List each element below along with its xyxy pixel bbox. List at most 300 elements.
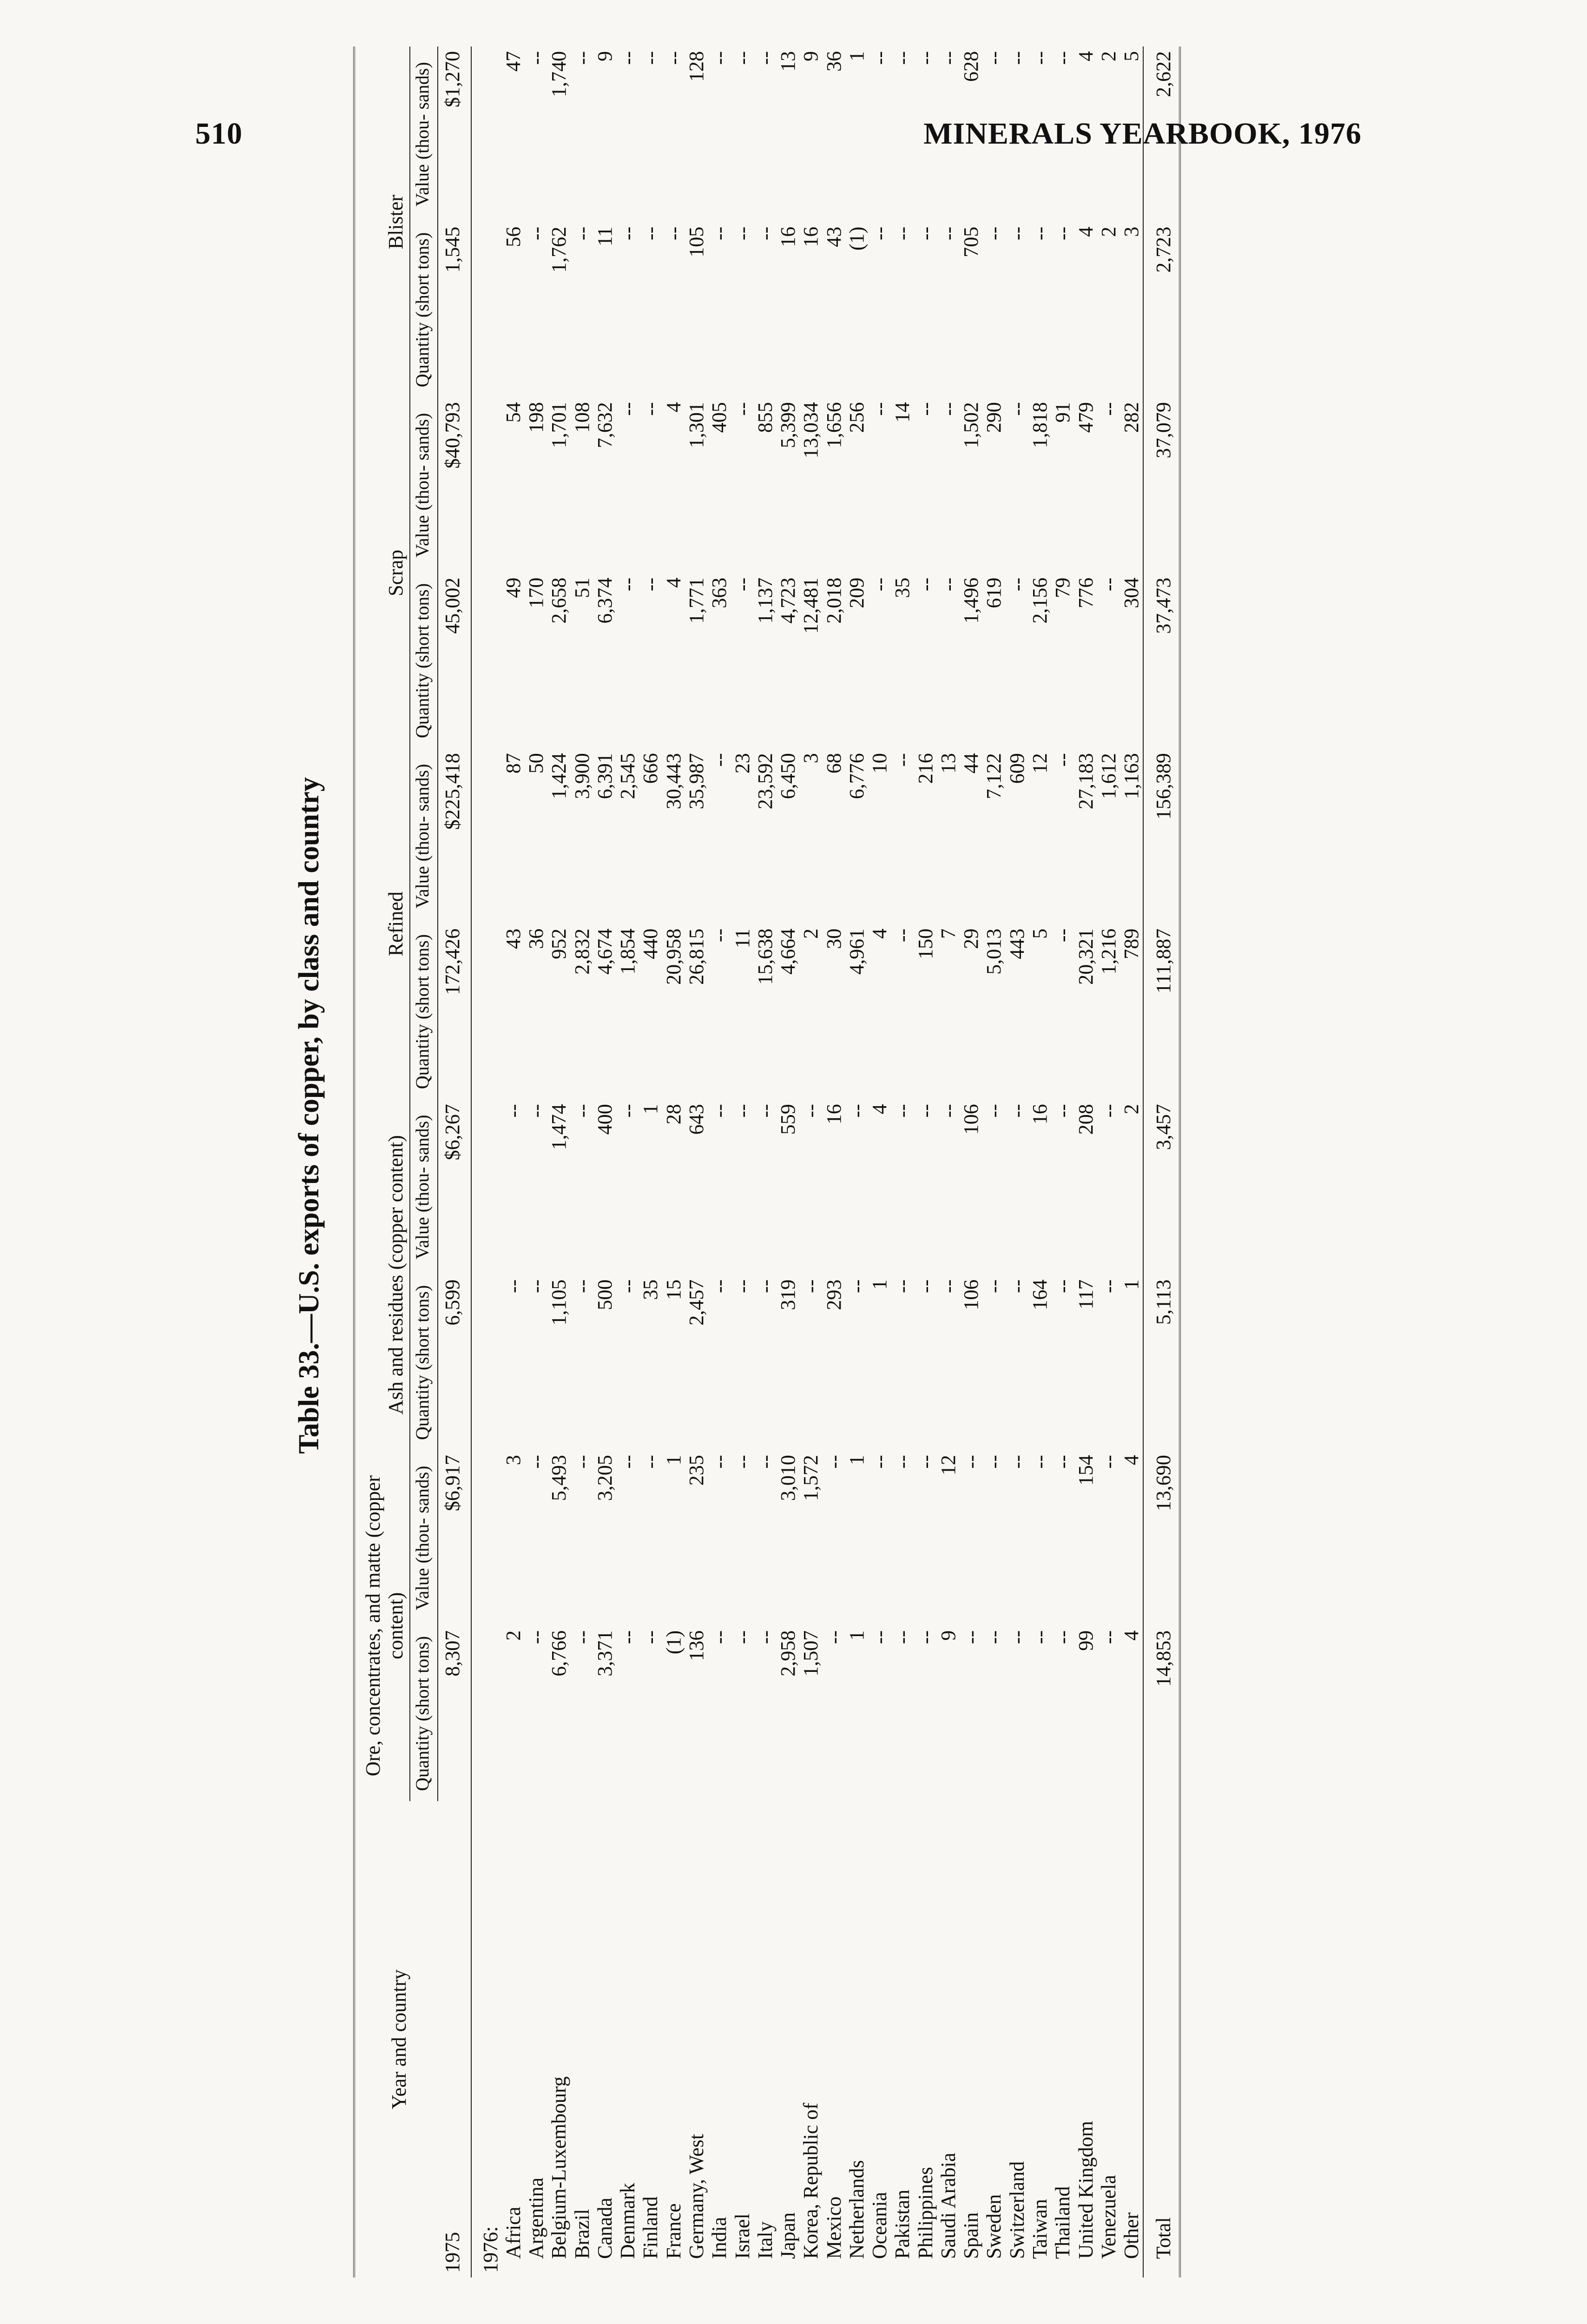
table-cell: -- xyxy=(639,577,662,591)
table-cell: 2,622 xyxy=(1143,46,1179,222)
table-cell: 2 xyxy=(1097,226,1120,237)
table-cell: 170 xyxy=(525,577,548,608)
table-cell: 1,301 xyxy=(685,402,708,449)
table-cell: 14 xyxy=(891,402,914,423)
table-row xyxy=(571,46,593,2278)
row-label: Israel xyxy=(731,2213,754,2259)
table-cell: -- xyxy=(982,1279,1006,1294)
table-cell: 4,664 xyxy=(777,928,800,975)
table-cell: 1,740 xyxy=(547,51,571,97)
table-cell: 16 xyxy=(777,226,800,247)
table-cell: -- xyxy=(639,51,662,65)
row-label: Venezuela xyxy=(1097,2175,1120,2259)
table-cell: -- xyxy=(1051,753,1074,767)
table-cell: 643 xyxy=(685,1104,708,1135)
table-cell: 1,701 xyxy=(547,402,571,449)
table-cell: -- xyxy=(936,1279,960,1294)
table-cell: 4 xyxy=(662,402,685,413)
table-cell: 30 xyxy=(822,928,845,949)
row-label: Denmark xyxy=(616,2183,639,2259)
table-cell: 5 xyxy=(1120,51,1143,61)
table-cell: -- xyxy=(936,226,960,240)
table-cell: 29 xyxy=(960,928,983,949)
table-cell: 705 xyxy=(960,226,983,257)
table-row xyxy=(1051,46,1074,2278)
row-label: 1975 xyxy=(438,1801,471,2278)
table-cell: 1,474 xyxy=(547,1104,571,1150)
table-cell: -- xyxy=(1005,1104,1028,1118)
table-cell: -- xyxy=(914,1104,937,1118)
table-cell: -- xyxy=(570,1104,593,1118)
table-cell: -- xyxy=(731,51,754,65)
table-cell: 952 xyxy=(547,928,571,959)
table-cell: 6,776 xyxy=(845,753,868,799)
table-cell: -- xyxy=(936,51,960,65)
running-head: MINERALS YEARBOOK, 1976 xyxy=(923,117,1362,151)
table-cell: -- xyxy=(708,1104,731,1118)
table-cell: 44 xyxy=(960,753,983,774)
row-label: Saudi Arabia xyxy=(936,2152,960,2259)
table-cell: 105 xyxy=(685,226,708,257)
table-cell xyxy=(471,1626,502,1802)
table-cell: -- xyxy=(982,1630,1006,1644)
table-cell: -- xyxy=(1097,1279,1120,1294)
row-label: Finland xyxy=(639,2196,662,2259)
table-cell: 37,079 xyxy=(1143,397,1179,573)
table-cell: 150 xyxy=(914,928,937,959)
table-cell: -- xyxy=(731,1104,754,1118)
row-label: Other xyxy=(1120,2212,1143,2259)
table-cell: -- xyxy=(753,1455,777,1469)
table-row-1975 xyxy=(438,46,471,2278)
table-cell: -- xyxy=(753,226,777,240)
table-cell: 1,105 xyxy=(547,1279,571,1326)
table-cell: 2 xyxy=(501,1630,525,1641)
table-cell: -- xyxy=(1097,577,1120,591)
table-row xyxy=(502,46,525,2278)
table-cell: 36 xyxy=(822,51,845,72)
table-cell: 2 xyxy=(799,928,823,939)
table-cell: -- xyxy=(570,226,593,240)
col-header-quantity: Quantity (short tons) xyxy=(410,1275,438,1451)
table-cell: -- xyxy=(570,1455,593,1469)
group-header-scrap: Scrap xyxy=(354,397,410,748)
table-row xyxy=(845,46,868,2278)
table-cell: 1 xyxy=(1120,1279,1143,1290)
table-cell: -- xyxy=(525,226,548,240)
table-cell: -- xyxy=(1028,1630,1051,1644)
table-cell: -- xyxy=(845,1104,868,1118)
table-cell: -- xyxy=(799,1104,823,1118)
table-cell: 6,766 xyxy=(547,1630,571,1677)
table-cell: -- xyxy=(753,1630,777,1644)
table-cell: -- xyxy=(708,51,731,65)
table-cell: 13 xyxy=(936,753,960,774)
table-cell: -- xyxy=(1051,1279,1074,1294)
table-cell: 290 xyxy=(982,402,1006,433)
table-cell xyxy=(471,573,502,749)
table-cell: 1 xyxy=(639,1104,662,1115)
table-cell: 11 xyxy=(731,928,754,949)
table-cell: -- xyxy=(731,1630,754,1644)
table-cell: 198 xyxy=(525,402,548,433)
table-cell: 7,632 xyxy=(593,402,616,449)
table-cell: 2,723 xyxy=(1143,222,1179,398)
group-header-refined: Refined xyxy=(354,748,410,1099)
table-cell: 15,638 xyxy=(753,928,777,985)
table-cell: -- xyxy=(616,1455,639,1469)
row-label: Sweden xyxy=(982,2194,1006,2259)
table-cell: 2,832 xyxy=(570,928,593,975)
table-cell: 51 xyxy=(570,577,593,598)
table-cell: 1,163 xyxy=(1120,753,1143,799)
table-row xyxy=(914,46,937,2278)
table-cell: -- xyxy=(731,1455,754,1469)
table-cell: (1) xyxy=(845,226,868,251)
table-cell: 500 xyxy=(593,1279,616,1310)
rotated-table-area xyxy=(260,0,1329,2278)
table-cell: -- xyxy=(891,1630,914,1644)
group-header-blister: Blister xyxy=(354,46,410,397)
row-label: Netherlands xyxy=(845,2160,868,2259)
row-label: Korea, Republic of xyxy=(799,2103,823,2259)
table-cell: -- xyxy=(525,51,548,65)
table-cell: 49 xyxy=(501,577,525,598)
table-cell: -- xyxy=(982,51,1006,65)
table-cell: -- xyxy=(891,51,914,65)
table-row xyxy=(937,46,960,2278)
table-cell: 609 xyxy=(1005,753,1028,784)
table-cell: 3,371 xyxy=(593,1630,616,1677)
group-header-ore: Ore, concentrates, and matte (copper content) xyxy=(354,1450,410,1801)
table-cell: 13 xyxy=(777,51,800,72)
table-cell: 108 xyxy=(570,402,593,433)
table-cell: -- xyxy=(639,1630,662,1644)
table-cell: 28 xyxy=(662,1104,685,1125)
page-number: 510 xyxy=(195,117,243,151)
table-cell: -- xyxy=(1097,402,1120,416)
table-row xyxy=(547,46,570,2278)
table-cell: 3,010 xyxy=(777,1455,800,1501)
table-cell: -- xyxy=(616,402,639,416)
table-cell xyxy=(471,1450,502,1626)
table-cell: -- xyxy=(1005,402,1028,416)
table-cell: 106 xyxy=(960,1104,983,1135)
table-cell: 20,958 xyxy=(662,928,685,985)
table-cell: -- xyxy=(1097,1630,1120,1644)
table-cell: 16 xyxy=(1028,1104,1051,1125)
table-cell: -- xyxy=(891,928,914,943)
row-label: Germany, West xyxy=(685,2134,708,2259)
table-cell: 319 xyxy=(777,1279,800,1310)
table-cell: 405 xyxy=(708,402,731,433)
table-cell xyxy=(471,1275,502,1451)
row-label: France xyxy=(662,2203,685,2259)
table-cell: 50 xyxy=(525,753,548,774)
table-cell: 4,961 xyxy=(845,928,868,975)
table-row xyxy=(1028,46,1051,2278)
table-cell: -- xyxy=(639,402,662,416)
table-cell: 30,443 xyxy=(662,753,685,810)
table-cell: -- xyxy=(616,1630,639,1644)
table-cell: 1,854 xyxy=(616,928,639,975)
col-header-value: Value (thou- sands) xyxy=(410,1450,438,1626)
table-cell: -- xyxy=(1028,1455,1051,1469)
table-row xyxy=(799,46,822,2278)
table-cell: -- xyxy=(501,1104,525,1118)
table-cell: 27,183 xyxy=(1074,753,1097,810)
table-cell: 666 xyxy=(639,753,662,784)
row-label: Argentina xyxy=(525,2177,548,2259)
row-label: Thailand xyxy=(1051,2186,1074,2259)
table-cell: 3 xyxy=(1120,226,1143,237)
table-cell: 79 xyxy=(1051,577,1074,598)
row-label: Belgium-Luxembourg xyxy=(547,2076,571,2259)
table-cell: 56 xyxy=(501,226,525,247)
table-cell: 3 xyxy=(501,1455,525,1466)
table-cell: $225,418 xyxy=(438,748,471,924)
table-cell: 128 xyxy=(685,51,708,82)
table-cell: 36 xyxy=(525,928,548,949)
table-cell: 154 xyxy=(1074,1455,1097,1486)
table-cell: -- xyxy=(1005,226,1028,240)
table-cell: $6,917 xyxy=(438,1450,471,1626)
table-cell: 99 xyxy=(1074,1630,1097,1651)
table-cell: 23 xyxy=(731,753,754,774)
table-cell: -- xyxy=(845,1279,868,1294)
table-cell: 43 xyxy=(501,928,525,949)
table-cell: 6,374 xyxy=(593,577,616,624)
table-cell: -- xyxy=(1028,226,1051,240)
table-cell: 3,900 xyxy=(570,753,593,799)
table-cell: 11 xyxy=(593,226,616,247)
table-cell: 440 xyxy=(639,928,662,959)
table-cell: 4 xyxy=(868,1104,891,1115)
table-cell: 106 xyxy=(960,1279,983,1310)
table-cell: 35 xyxy=(891,577,914,598)
table-cell: 559 xyxy=(777,1104,800,1135)
table-cell: 5,113 xyxy=(1143,1275,1179,1451)
table-cell: -- xyxy=(525,1455,548,1469)
table-cell: 13,690 xyxy=(1143,1450,1179,1626)
table-cell: 1,572 xyxy=(799,1455,823,1501)
table-section-1976 xyxy=(471,46,502,2278)
table-row xyxy=(1120,46,1143,2278)
table-cell: 1 xyxy=(845,1455,868,1466)
table-cell: -- xyxy=(570,1630,593,1644)
table-cell: 1,502 xyxy=(960,402,983,449)
table-cell: 4,674 xyxy=(593,928,616,975)
table-cell: 1,507 xyxy=(799,1630,823,1677)
table-row xyxy=(639,46,662,2278)
table-cell: 1,612 xyxy=(1097,753,1120,799)
row-label: Taiwan xyxy=(1028,2199,1051,2259)
table-cell: -- xyxy=(960,1455,983,1469)
table-row xyxy=(593,46,616,2278)
table-cell: 9 xyxy=(799,51,823,61)
table-cell: 1,818 xyxy=(1028,402,1051,449)
table-cell xyxy=(471,397,502,573)
table-cell: -- xyxy=(982,1104,1006,1118)
row-label: Total xyxy=(1143,1801,1179,2278)
row-label: Pakistan xyxy=(891,2189,914,2259)
table-cell: 35,987 xyxy=(685,753,708,810)
table-cell: -- xyxy=(525,1104,548,1118)
col-header-quantity: Quantity (short tons) xyxy=(410,573,438,749)
table-cell: -- xyxy=(1051,928,1074,943)
table-cell: 256 xyxy=(845,402,868,433)
table-cell: -- xyxy=(891,1455,914,1469)
table-cell: -- xyxy=(1051,1104,1074,1118)
table-cell: -- xyxy=(616,577,639,591)
table-cell: 1,545 xyxy=(438,222,471,398)
table-cell: 20,321 xyxy=(1074,928,1097,985)
table-cell: -- xyxy=(708,1630,731,1644)
table-row xyxy=(685,46,708,2278)
table-cell: -- xyxy=(982,1455,1006,1469)
table-cell: -- xyxy=(868,1455,891,1469)
row-label: Switzerland xyxy=(1005,2161,1028,2259)
table-cell: -- xyxy=(868,402,891,416)
table-cell: 3,205 xyxy=(593,1455,616,1501)
table-cell: -- xyxy=(1051,51,1074,65)
table-cell: -- xyxy=(868,577,891,591)
row-label: Africa xyxy=(501,2206,525,2259)
table-cell: 4 xyxy=(662,577,685,588)
table-cell: -- xyxy=(731,226,754,240)
table-cell: 235 xyxy=(685,1455,708,1486)
table-row xyxy=(1097,46,1120,2278)
table-cell: -- xyxy=(1005,1630,1028,1644)
table-cell: 91 xyxy=(1051,402,1074,423)
table-cell: 1,424 xyxy=(547,753,571,799)
table-cell: -- xyxy=(868,1630,891,1644)
table-cell: 4 xyxy=(1074,226,1097,237)
table-cell: -- xyxy=(914,577,937,591)
table-cell: 4 xyxy=(1120,1455,1143,1466)
table-cell: 2,658 xyxy=(547,577,571,624)
table-cell xyxy=(471,924,502,1100)
table-cell: -- xyxy=(960,1630,983,1644)
table-cell: -- xyxy=(1051,226,1074,240)
table-cell: -- xyxy=(1005,51,1028,65)
table-cell: -- xyxy=(914,1630,937,1644)
row-label: Oceania xyxy=(868,2192,891,2259)
table-cell: 443 xyxy=(1005,928,1028,959)
table-cell: 23,592 xyxy=(753,753,777,810)
row-label: Philippines xyxy=(914,2166,937,2259)
row-label: India xyxy=(708,2217,731,2259)
table-cell: 1,496 xyxy=(960,577,983,624)
table-cell: -- xyxy=(1097,1455,1120,1469)
table-cell: 1,656 xyxy=(822,402,845,449)
table-row xyxy=(1074,46,1097,2278)
table-cell: -- xyxy=(891,1104,914,1118)
table-cell: 12 xyxy=(1028,753,1051,774)
table-cell: -- xyxy=(914,226,937,240)
row-label: United Kingdom xyxy=(1074,2121,1097,2259)
table-cell: -- xyxy=(753,51,777,65)
table-row xyxy=(662,46,685,2278)
row-label: Italy xyxy=(753,2221,777,2259)
table-cell: -- xyxy=(1028,51,1051,65)
table-cell: 12,481 xyxy=(799,577,823,634)
col-header-value: Value (thou- sands) xyxy=(410,46,438,222)
table-cell: 12 xyxy=(936,1455,960,1476)
col-header-quantity: Quantity (short tons) xyxy=(410,222,438,398)
table-cell xyxy=(471,46,502,222)
table-cell: 479 xyxy=(1074,402,1097,433)
table-cell: 6,450 xyxy=(777,753,800,799)
table-cell: -- xyxy=(914,402,937,416)
table-cell xyxy=(471,748,502,924)
table-cell xyxy=(471,1099,502,1275)
table-row xyxy=(731,46,754,2278)
col-header-quantity: Quantity (short tons) xyxy=(410,924,438,1100)
table-row xyxy=(525,46,547,2278)
table-cell: -- xyxy=(914,1455,937,1469)
table-cell: 1,137 xyxy=(753,577,777,624)
table-cell: 16 xyxy=(799,226,823,247)
table-cell: 619 xyxy=(982,577,1006,608)
table-cell: 35 xyxy=(639,1279,662,1300)
table-cell: -- xyxy=(639,1455,662,1469)
table-cell: 136 xyxy=(685,1630,708,1661)
table-row xyxy=(1006,46,1028,2278)
row-label: Mexico xyxy=(822,2196,845,2259)
table-row xyxy=(823,46,845,2278)
exports-table xyxy=(353,46,1181,2278)
table-cell: (1) xyxy=(662,1630,685,1655)
table-cell: 9 xyxy=(593,51,616,61)
table-cell: 5,399 xyxy=(777,402,800,449)
table-cell: -- xyxy=(1005,1279,1028,1294)
table-cell: 5,493 xyxy=(547,1455,571,1501)
table-cell: 4 xyxy=(1120,1630,1143,1641)
table-cell: 5,013 xyxy=(982,928,1006,975)
table-cell: 2 xyxy=(1120,1104,1143,1115)
table-cell: 2 xyxy=(1097,51,1120,61)
table-cell: -- xyxy=(616,1279,639,1294)
row-label: Canada xyxy=(593,2198,616,2259)
table-cell: 14,853 xyxy=(1143,1626,1179,1802)
table-cell: 1 xyxy=(662,1455,685,1466)
col-header-quantity: Quantity (short tons) xyxy=(410,1626,438,1802)
table-cell: -- xyxy=(708,753,731,767)
table-cell: 164 xyxy=(1028,1279,1051,1310)
table-cell: -- xyxy=(914,1279,937,1294)
table-cell xyxy=(471,222,502,398)
table-cell: $6,267 xyxy=(438,1099,471,1275)
row-label: Spain xyxy=(960,2212,983,2259)
row-label: Brazil xyxy=(570,2209,593,2259)
table-cell: -- xyxy=(570,51,593,65)
table-cell: -- xyxy=(639,226,662,240)
table-cell: -- xyxy=(822,1630,845,1644)
table-cell: 26,815 xyxy=(685,928,708,985)
table-cell: -- xyxy=(799,1279,823,1294)
col-header-value: Value (thou- sands) xyxy=(410,1099,438,1275)
table-cell: 1,771 xyxy=(685,577,708,624)
table-cell: 2,545 xyxy=(616,753,639,799)
table-cell: -- xyxy=(753,1279,777,1294)
table-cell: 1 xyxy=(845,1630,868,1641)
table-cell: -- xyxy=(570,1279,593,1294)
table-cell: 400 xyxy=(593,1104,616,1135)
table-cell: -- xyxy=(662,226,685,240)
table-cell: 293 xyxy=(822,1279,845,1310)
table-cell: -- xyxy=(616,1104,639,1118)
